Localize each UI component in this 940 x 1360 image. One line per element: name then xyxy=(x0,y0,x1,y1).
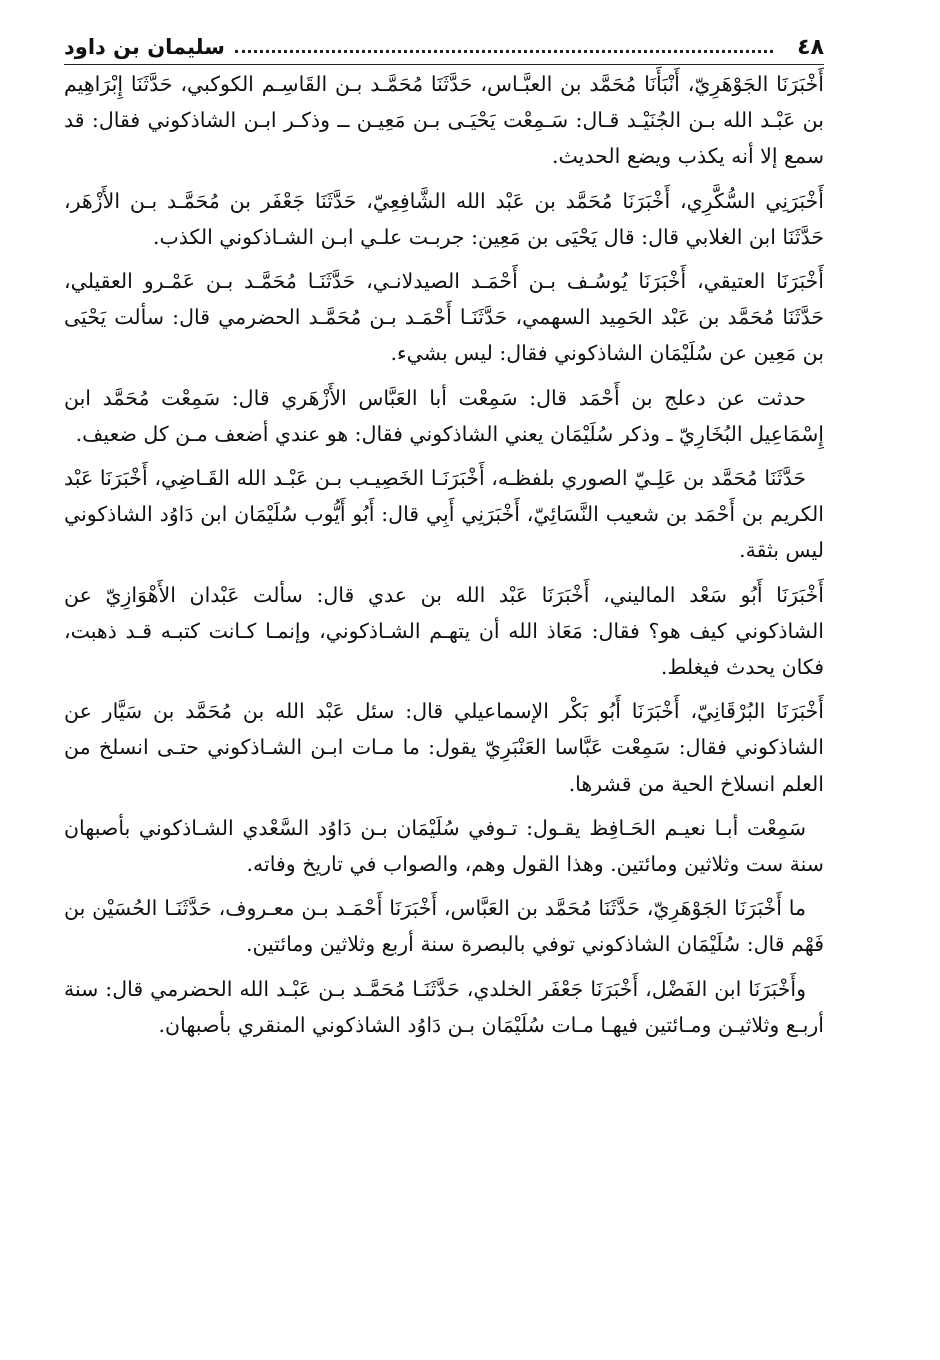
paragraph: ما أَخْبَرَنَا الجَوْهَرِيّ، حَدَّثَنَا مُحَمَّد بن العَبَّاس، أَخْبَرَنَا أَحْمَـد بـن معـروف، حَدَّثَنَـا الحُسَيْن بن فَهْم قال: سُلَيْمَان الشاذكوني توفي بالبصرة سنة أربع وثلاثين ومائتين. xyxy=(64,896,824,957)
header-dot-leader xyxy=(235,50,773,53)
body-text xyxy=(64,66,824,1051)
page-number: ٤٨ xyxy=(797,34,824,60)
paragraph: أَخْبَرَنِي السُّكَّرِي، أَخْبَرَنَا مُحَمَّد بن عَبْد الله الشَّافِعِيّ، حَدَّثَنَا جَعْفَر بن مُحَمَّـد بـن الأَزْهَر، حَدَّثَنَا ابن الغلابي قال: قال يَحْيَى بن مَعِين: جربـت علـي ابـن الشـاذكوني الكذب. xyxy=(64,188,824,249)
paragraph: أَخْبَرَنَا البُرْقَانِيّ، أَخْبَرَنَا أَبُو بَكْر الإسماعيلي قال: سئل عَبْد الله بن مُحَمَّد بن سَيَّار عن الشاذكوني فقال: سَمِعْت عَبَّاسا العَنْبَرِيّ يقول: ما مـات ابـن الشـاذكوني حتـى انسلخ من العلم انسلاخ الحية من قشرها. xyxy=(64,699,824,796)
running-header xyxy=(64,30,824,65)
paragraph: وأَخْبَرَنَا ابن الفَضْل، أَخْبَرَنَا جَعْفَر الخلدي، حَدَّثَنَـا مُحَمَّـد بـن عَبْـد الله الحضرمي قال: سنة أربـع وثلاثيـن ومـائتين فيهـا مـات سُلَيْمَان بـن دَاوُد الشاذكوني المنقري بأصبهان. xyxy=(64,976,824,1037)
paragraph: حَدَّثَنَا مُحَمَّد بن عَلِـيّ الصوري بلفظـه، أَخْبَرَنَـا الخَصِيـب بـن عَبْـد الله القَـاضِي، أَخْبَرَنَا عَبْد الكريم بن أَحْمَد بن شعيب النَّسَائِيّ، أَخْبَرَنِي أَبِي قال: أَبُو أَيُّوب سُلَيْمَان ابن دَاوُد الشاذكوني ليس بثقة. xyxy=(64,466,824,563)
paragraph: أَخْبَرَنَا العتيقي، أَخْبَرَنَا يُوسُـف بـن أَحْمَـد الصيدلانـي، حَدَّثَنَـا مُحَمَّـد بـن عَمْـرو العقيلي، حَدَّثَنَا مُحَمَّد بن عَبْد الحَمِيد السهمي، حَدَّثَنَـا أَحْمَـد بـن مُحَمَّـد الحضرمي قال: سألت يَحْيَى بن مَعِين عن سُلَيْمَان الشاذكوني فقال: ليس بشيء. xyxy=(64,269,824,366)
paragraph: سَمِعْت أبـا نعيـم الحَـافِظ يقـول: تـوفي سُلَيْمَان بـن دَاوُد السَّعْدي الشـاذكوني بأصبهان سنة ست وثلاثين ومائتين. وهذا القول وهم، والصواب في تاريخ وفاته. xyxy=(64,815,824,877)
header-title: سليمان بن داود xyxy=(64,35,225,59)
paragraph: أَخْبَرَنَا أَبُو سَعْد الماليني، أَخْبَرَنَا عَبْد الله بن عدي قال: سألت عَبْدان الأَهْوَازِيّ عن الشاذكوني كيف هو؟ فقال: مَعَاذ الله أن يتهـم الشـاذكوني، وإنمـا كـانت كتبـه قـد ذهبت، فكان يحدث فيغلط. xyxy=(64,582,824,680)
paragraph: حدثت عن دعلج بن أَحْمَد قال: سَمِعْت أبا العَبَّاس الأَزْهَري قال: سَمِعْت مُحَمَّد ابن إِسْمَاعِيل البُخَارِيّ ـ وذكر سُلَيْمَان يعني الشاذكوني فقال: هو عندي أضعف مـن كل ضعيف. xyxy=(64,385,824,446)
paragraph: أَخْبَرَنَا الجَوْهَرِيّ، أَنْبَأَنَا مُحَمَّد بن العبَّـاس، حَدَّثَنَا مُحَمَّـد بـن القَاسِـم الكوكبي، حَدَّثَنَا إِبْرَاهِيم بن عَبْـد الله بـن الجُنَيْـد قـال: سَـمِعْت يَحْيَـى بـن مَعِيـن ــ وذكـر ابـن الشاذكوني فقال: قد سمع إلا أنه يكذب ويضع الحديث. xyxy=(64,72,824,169)
